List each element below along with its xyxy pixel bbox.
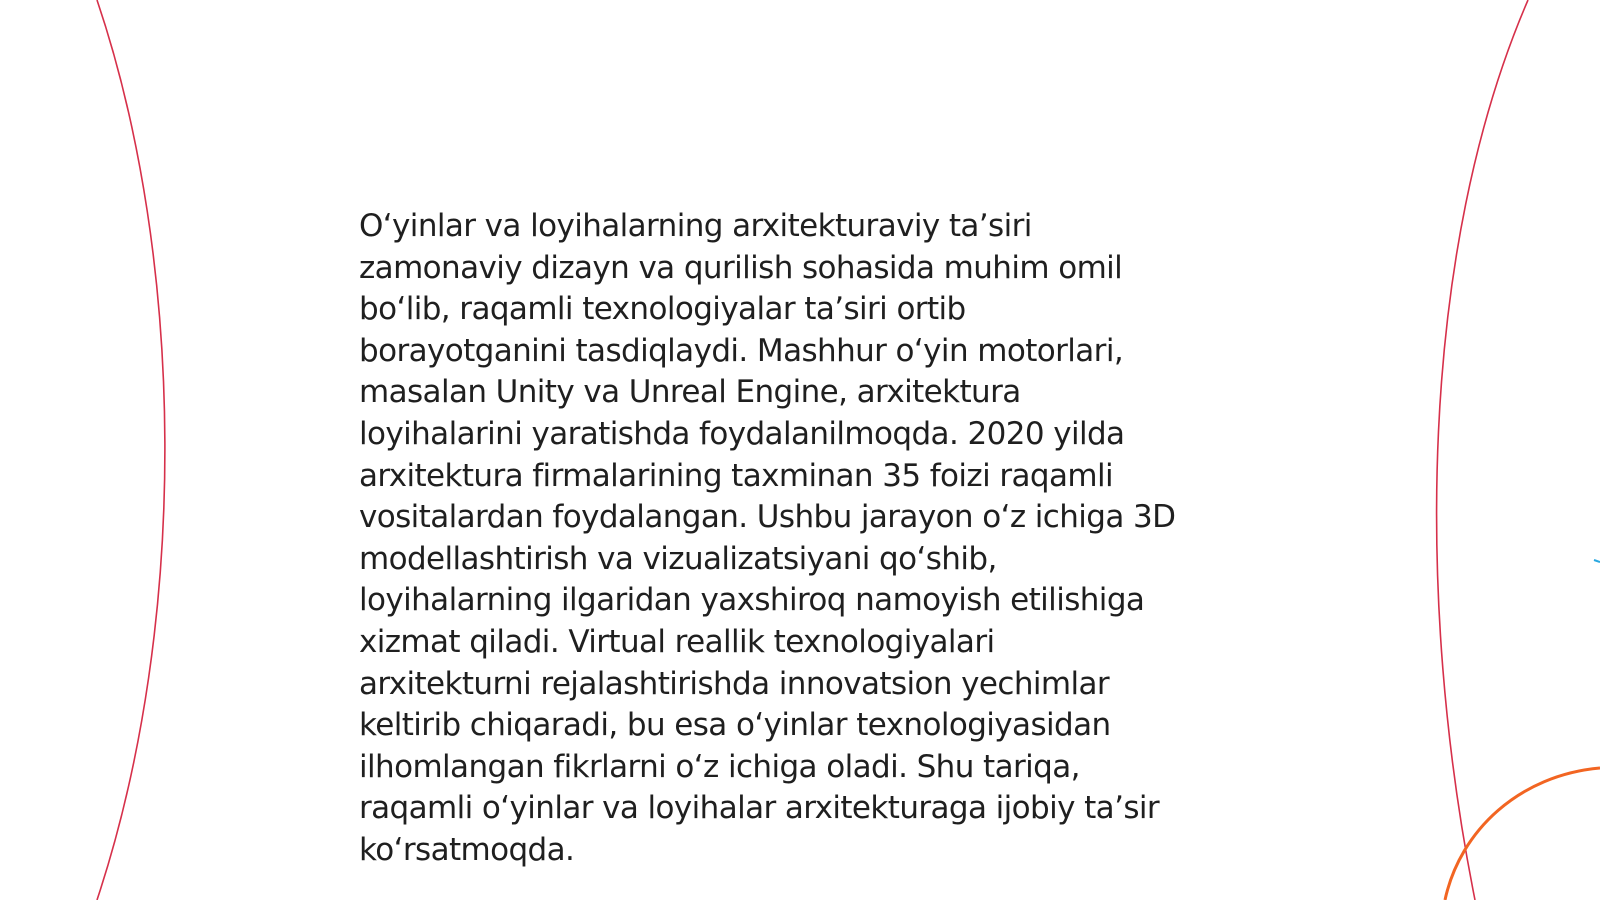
body-line: vositalardan foydalangan. Ushbu jarayon o‘z ichiga 3D xyxy=(359,499,1176,536)
body-line: loyihalarini yaratishda foydalanilmoqda. 2020 yilda xyxy=(359,415,1125,452)
body-line: ilhomlangan fikrlarni o‘z ichiga oladi. Shu tariqa, xyxy=(359,748,1080,785)
orange-arc xyxy=(1445,768,1600,900)
left-curve-line xyxy=(97,0,165,900)
body-line: O‘yinlar va loyihalarning arxitekturaviy ta’siri xyxy=(359,208,1032,244)
body-line: loyihalarning ilgaridan yaxshiroq namoyish etilishiga xyxy=(359,582,1145,619)
body-line: ko‘rsatmoqda. xyxy=(359,831,575,868)
body-line: zamonaviy dizayn va qurilish sohasida muhim omil xyxy=(359,249,1123,286)
body-line: arxitektura firmalarining taxminan 35 foizi raqamli xyxy=(359,457,1113,494)
body-line: masalan Unity va Unreal Engine, arxitektura xyxy=(359,374,1021,411)
slide-body-text xyxy=(359,206,1259,872)
body-line: raqamli o‘yinlar va loyihalar arxitekturaga ijobiy ta’sir xyxy=(359,790,1160,827)
body-line: xizmat qiladi. Virtual reallik texnologiyalari xyxy=(359,623,995,660)
body-line: arxitekturni rejalashtirishda innovatsion yechimlar xyxy=(359,665,1110,702)
body-line: borayotganini tasdiqlaydi. Mashhur o‘yin motorlari, xyxy=(359,332,1124,369)
body-line: modellashtirish va vizualizatsiyani qo‘shib, xyxy=(359,540,997,577)
body-line: keltirib chiqaradi, bu esa o‘yinlar texnologiyasidan xyxy=(359,707,1111,744)
body-line: bo‘lib, raqamli texnologiyalar ta’siri ortib xyxy=(359,291,966,328)
blue-mark xyxy=(1594,560,1600,562)
right-curve-line xyxy=(1437,0,1528,900)
